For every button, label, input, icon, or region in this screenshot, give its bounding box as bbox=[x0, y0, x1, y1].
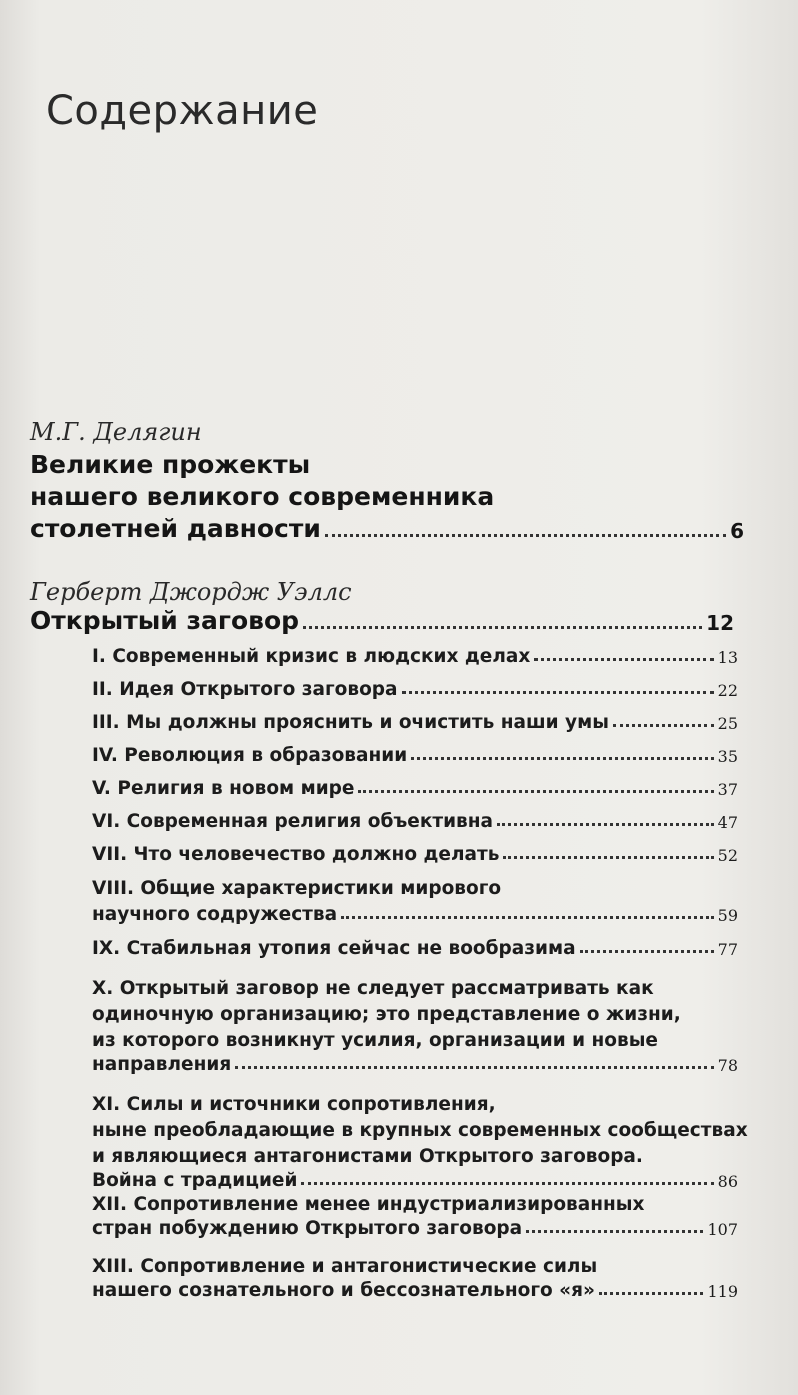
chapter-title: Война с традицией bbox=[92, 1170, 298, 1191]
dot-leader bbox=[301, 1182, 713, 1185]
chapter-title: научного содружества bbox=[92, 904, 338, 925]
chapter-page-number: 86 bbox=[717, 1172, 738, 1191]
chapter-entry-11[interactable] bbox=[92, 1170, 738, 1191]
chapter-title: стран побуждению Открытого заговора bbox=[92, 1218, 523, 1239]
chapter-title: VII. Что человечество должно делать bbox=[92, 844, 500, 865]
dot-leader bbox=[411, 757, 713, 760]
chapter-title: III. Мы должны прояснить и очистить наши умы bbox=[92, 712, 609, 733]
dot-leader bbox=[325, 534, 726, 537]
chapter-entry-10[interactable] bbox=[92, 1054, 738, 1075]
section1-title-last-line: столетней давности bbox=[30, 514, 321, 543]
chapter-page-number: 37 bbox=[717, 780, 738, 799]
dot-leader bbox=[613, 724, 714, 727]
section1-title-line-2: нашего великого современника bbox=[30, 482, 495, 511]
chapter-11-title-line-3: и являющиеся антагонистами Открытого заговора. bbox=[92, 1146, 643, 1167]
contents-heading: Содержание bbox=[46, 88, 319, 134]
dot-leader bbox=[534, 658, 713, 661]
dot-leader bbox=[358, 790, 713, 793]
chapter-page-number: 52 bbox=[717, 846, 738, 865]
dot-leader bbox=[402, 691, 714, 694]
chapter-11-title-line-2: ныне преобладающие в крупных современных сообществах bbox=[92, 1120, 748, 1141]
chapter-entry-5[interactable] bbox=[92, 778, 738, 799]
chapter-10-title-line-3: из которого возникнут усилия, организации и новые bbox=[92, 1030, 658, 1051]
chapter-11-title-line-1: XI. Силы и источники сопротивления, bbox=[92, 1094, 496, 1115]
chapter-title: IV. Революция в образовании bbox=[92, 745, 408, 766]
section1-author: М.Г. Делягин bbox=[30, 418, 202, 446]
section1-entry[interactable] bbox=[30, 514, 744, 543]
chapter-title: VI. Современная религия объективна bbox=[92, 811, 494, 832]
chapter-page-number: 22 bbox=[717, 681, 738, 700]
chapter-8-title-line-1: VIII. Общие характеристики мирового bbox=[92, 878, 502, 899]
dot-leader bbox=[303, 626, 702, 629]
chapter-entry-3[interactable] bbox=[92, 712, 738, 733]
chapter-10-title-line-2: одиночную организацию; это представление о жизни, bbox=[92, 1004, 681, 1025]
chapter-page-number: 59 bbox=[717, 906, 738, 925]
chapter-page-number: 25 bbox=[717, 714, 738, 733]
section1-page-number: 6 bbox=[730, 519, 744, 543]
chapter-title: II. Идея Открытого заговора bbox=[92, 679, 398, 700]
section2-title: Открытый заговор bbox=[30, 606, 300, 635]
chapter-page-number: 77 bbox=[717, 940, 738, 959]
chapter-title: V. Религия в новом мире bbox=[92, 778, 355, 799]
chapter-entry-12[interactable] bbox=[92, 1218, 738, 1239]
dot-leader bbox=[599, 1292, 704, 1295]
chapter-entry-8[interactable] bbox=[92, 904, 738, 925]
chapter-entry-6[interactable] bbox=[92, 811, 738, 832]
chapter-entry-13[interactable] bbox=[92, 1280, 738, 1301]
dot-leader bbox=[503, 856, 713, 859]
chapter-entry-7[interactable] bbox=[92, 844, 738, 865]
chapter-title: IX. Стабильная утопия сейчас не вообразима bbox=[92, 938, 576, 959]
chapter-entry-1[interactable] bbox=[92, 646, 738, 667]
dot-leader bbox=[526, 1230, 703, 1233]
chapter-page-number: 47 bbox=[717, 813, 738, 832]
chapter-13-title-line-1: XIII. Сопротивление и антагонистические силы bbox=[92, 1256, 598, 1277]
chapter-12-title-line-1: XII. Сопротивление менее индустриализированных bbox=[92, 1194, 645, 1215]
dot-leader bbox=[580, 950, 714, 953]
chapter-entry-4[interactable] bbox=[92, 745, 738, 766]
chapter-entry-2[interactable] bbox=[92, 679, 738, 700]
chapter-title: нашего сознательного и бессознательного «я» bbox=[92, 1280, 595, 1301]
chapter-10-title-line-1: X. Открытый заговор не следует рассматривать как bbox=[92, 978, 654, 999]
chapter-title: направления bbox=[92, 1054, 232, 1075]
chapter-title: I. Современный кризис в людских делах bbox=[92, 646, 531, 667]
chapter-entry-9[interactable] bbox=[92, 938, 738, 959]
chapter-page-number: 119 bbox=[707, 1282, 738, 1301]
dot-leader bbox=[497, 823, 714, 826]
dot-leader bbox=[341, 916, 714, 919]
section1-title-line-1: Великие прожекты bbox=[30, 450, 311, 479]
chapter-page-number: 35 bbox=[717, 747, 738, 766]
section2-author: Герберт Джордж Уэллс bbox=[30, 578, 352, 606]
chapter-page-number: 13 bbox=[717, 648, 738, 667]
section2-entry[interactable] bbox=[30, 606, 734, 635]
section2-page-number: 12 bbox=[706, 611, 734, 635]
dot-leader bbox=[235, 1066, 713, 1069]
chapter-page-number: 107 bbox=[707, 1220, 738, 1239]
chapter-page-number: 78 bbox=[717, 1056, 738, 1075]
